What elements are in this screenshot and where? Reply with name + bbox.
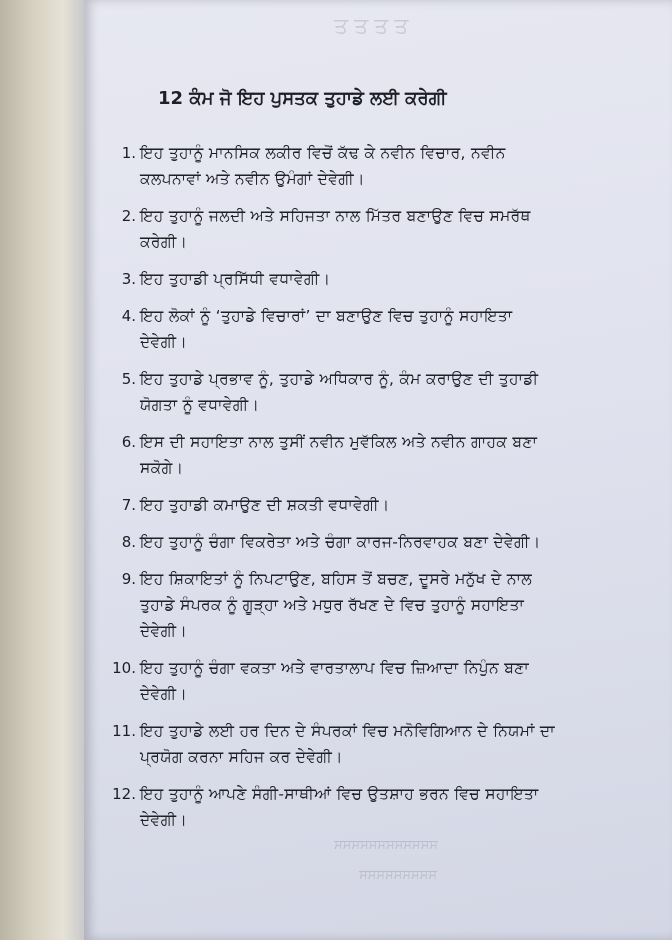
show-through-text: ਸਸਸਸਸਸਸਸਸਸਸਸ [334, 838, 438, 853]
list-item-text: ਇਹ ਤੁਹਾਨੂੰ ਚੰਗਾ ਵਕਤਾ ਅਤੇ ਵਾਰਤਾਲਾਪ ਵਿਚ ਜ਼ਿਆਦਾ ਨਿਪੁੰਨ ਬਣਾ ਦੇਵੇਗੀ। [140, 659, 529, 703]
list-item-number: 8. [121, 533, 136, 551]
list-item-text: ਇਹ ਤੁਹਾਡੇ ਪ੍ਰਭਾਵ ਨੂੰ, ਤੁਹਾਡੇ ਅਧਿਕਾਰ ਨੂੰ, ਕੰਮ ਕਰਾਉਣ ਦੀ ਤੁਹਾਡੀ ਯੋਗਤਾ ਨੂੰ ਵਧਾਵੇਗੀ। [140, 370, 539, 414]
list-item [108, 366, 558, 418]
list-item-number: 11. [112, 722, 136, 740]
list-item-text: ਇਹ ਤੁਹਾਨੂੰ ਆਪਣੇ ਸੰਗੀ-ਸਾਥੀਆਂ ਵਿਚ ਉਤਸ਼ਾਹ ਭਰਨ ਵਿਚ ਸਹਾਇਤਾ ਦੇਵੇਗੀ। [140, 785, 539, 829]
list-item [108, 429, 558, 481]
list-item-number: 9. [121, 570, 136, 588]
list-item [108, 529, 558, 555]
list-item-text: ਇਹ ਤੁਹਾਡੇ ਲਈ ਹਰ ਦਿਨ ਦੇ ਸੰਪਰਕਾਂ ਵਿਚ ਮਨੋਵਿਗਿਆਨ ਦੇ ਨਿਯਮਾਂ ਦਾ ਪ੍ਰਯੋਗ ਕਰਨਾ ਸਹਿਜ ਕਰ ਦੇਵੇਗੀ। [140, 722, 555, 766]
list-item [108, 781, 558, 833]
list-item-number: 6. [121, 433, 136, 451]
show-through-text: ਤਤਤਤ [334, 14, 415, 39]
list-item [108, 203, 558, 255]
list-item-number: 4. [121, 307, 136, 325]
list-item-text: ਇਹ ਸ਼ਿਕਾਇਤਾਂ ਨੂੰ ਨਿਪਟਾਉਣ, ਬਹਿਸ ਤੋਂ ਬਚਣ, ਦੂਸਰੇ ਮਨੁੱਖ ਦੇ ਨਾਲ ਤੁਹਾਡੇ ਸੰਪਰਕ ਨੂੰ ਗੂੜ੍ਹਾ ਅਤੇ ਮਧੁਰ ਰੱਖਣ ਦੇ ਵਿਚ ਤੁਹਾਨੂੰ ਸਹਾਇਤਾ ਦੇਵੇਗੀ। [140, 570, 533, 640]
book-spine-edge [0, 0, 84, 940]
list-item-text: ਇਹ ਤੁਹਾਡੀ ਕਮਾਉਣ ਦੀ ਸ਼ਕਤੀ ਵਧਾਵੇਗੀ। [140, 496, 390, 514]
list-item [108, 566, 558, 644]
list-item-number: 5. [121, 370, 136, 388]
list-item [108, 303, 558, 355]
list-item-text: ਇਹ ਤੁਹਾਨੂੰ ਮਾਨਸਿਕ ਲਕੀਰ ਵਿਚੋਂ ਕੱਢ ਕੇ ਨਵੀਨ ਵਿਚਾਰ, ਨਵੀਨ ਕਲਪਨਾਵਾਂ ਅਤੇ ਨਵੀਨ ਉਮੰਗਾਂ ਦੇਵੇਗੀ। [140, 144, 506, 188]
show-through-text: ਸਸਸਸਸਸਸਸਸ [359, 868, 437, 883]
list-item-number: 10. [112, 659, 136, 677]
list-item-text: ਇਹ ਲੋਕਾਂ ਨੂੰ ‘ਤੁਹਾਡੇ ਵਿਚਾਰਾਂ’ ਦਾ ਬਣਾਉਣ ਵਿਚ ਤੁਹਾਨੂੰ ਸਹਾਇਤਾ ਦੇਵੇਗੀ। [140, 307, 513, 351]
list-item-number: 7. [121, 496, 136, 514]
list-item-number: 1. [121, 144, 136, 162]
list-item [108, 655, 558, 707]
list-item-number: 12. [112, 785, 136, 803]
list-item-text: ਇਹ ਤੁਹਾਨੂੰ ਚੰਗਾ ਵਿਕਰੇਤਾ ਅਤੇ ਚੰਗਾ ਕਾਰਜ-ਨਿਰਵਾਹਕ ਬਣਾ ਦੇਵੇਗੀ। [140, 533, 541, 551]
list-item-text: ਇਸ ਦੀ ਸਹਾਇਤਾ ਨਾਲ ਤੁਸੀਂ ਨਵੀਨ ਮੁਵੱਕਿਲ ਅਤੇ ਨਵੀਨ ਗਾਹਕ ਬਣਾ ਸਕੋਗੇ। [140, 433, 538, 477]
list-item-number: 2. [121, 207, 136, 225]
list-item [108, 266, 558, 292]
list-item [108, 140, 558, 192]
list-item [108, 492, 558, 518]
list-item-number: 3. [121, 270, 136, 288]
numbered-list [108, 140, 558, 844]
list-item-text: ਇਹ ਤੁਹਾਨੂੰ ਜਲਦੀ ਅਤੇ ਸਹਿਜਤਾ ਨਾਲ ਮਿੱਤਰ ਬਣਾਉਣ ਵਿਚ ਸਮਰੱਥ ਕਰੇਗੀ। [140, 207, 531, 251]
page-title: 12 ਕੰਮ ਜੋ ਇਹ ਪੁਸਤਕ ਤੁਹਾਡੇ ਲਈ ਕਰੇਗੀ [158, 88, 447, 109]
list-item [108, 718, 558, 770]
list-item-text: ਇਹ ਤੁਹਾਡੀ ਪ੍ਰਸਿੱਧੀ ਵਧਾਵੇਗੀ। [140, 270, 331, 288]
